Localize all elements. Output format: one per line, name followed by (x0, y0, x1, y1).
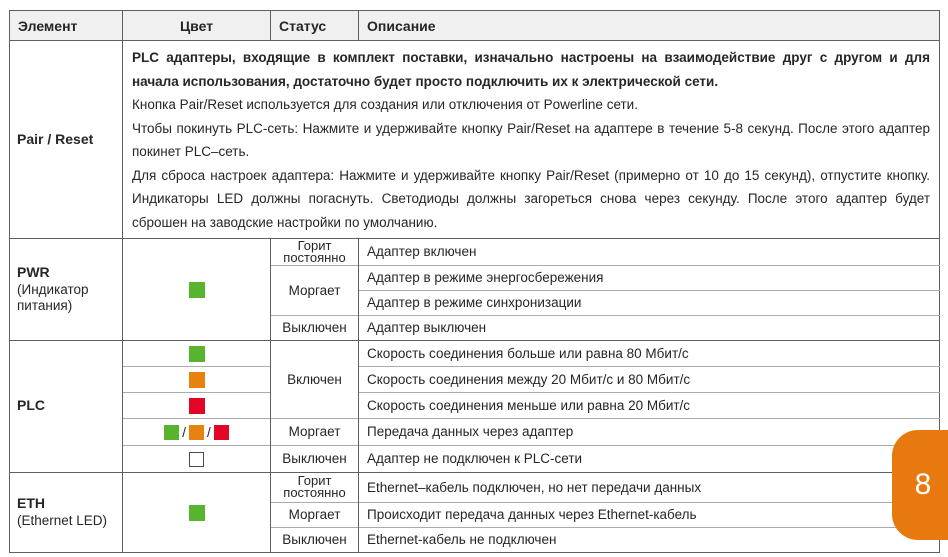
eth-desc: Ethernet–кабель подключен, но нет передачи данных (359, 472, 940, 502)
page-number-badge (892, 430, 948, 540)
table-row (10, 445, 940, 472)
pwr-color-cell (123, 239, 271, 341)
eth-status-blinking: Моргает (271, 502, 359, 527)
pwr-desc: Адаптер в режиме синхронизации (359, 290, 940, 315)
plc-status-on: Включен (271, 340, 359, 418)
eth-desc: Ethernet-кабель не подключен (359, 527, 940, 552)
pwr-sublabel: (Индикатор питания) (17, 281, 89, 314)
eth-desc: Происходит передача данных через Ethernet-кабель (359, 502, 940, 527)
led-indicator-table (9, 10, 940, 553)
pair-reset-line: Для сброса настроек адаптера: Нажмите и удерживайте кнопку Pair/Reset (примерно от 10 до 15 секунд), отпустите кнопку. Индикаторы LED должны погаснуть. Светодиоды должны загореться снова через секунду. После этого адаптер будет сброшен на заводские настройки по умолчанию. (132, 167, 930, 230)
plc-color-cell (123, 445, 271, 472)
pwr-desc: Адаптер выключен (359, 315, 940, 340)
pwr-status-solid: Горит постоянно (271, 239, 359, 266)
table-header-row (10, 11, 940, 41)
table-row (10, 472, 940, 502)
plc-label: PLC (17, 397, 45, 414)
plc-desc: Скорость соединения меньше или равна 20 Мбит/с (359, 392, 940, 418)
plc-color-cell (123, 340, 271, 366)
plc-color-cell (123, 366, 271, 392)
plc-desc: Адаптер не подключен к PLC-сети (359, 445, 940, 472)
plc-color-cell (123, 392, 271, 418)
eth-status-off: Выключен (271, 527, 359, 552)
header-element: Элемент (10, 11, 123, 41)
table-row (10, 392, 940, 418)
pair-reset-line: Кнопка Pair/Reset используется для создания или отключения от Powerline сети. (132, 97, 638, 112)
pwr-status-off: Выключен (271, 315, 359, 340)
pwr-label: PWR (17, 263, 50, 280)
plc-desc: Скорость соединения между 20 Мбит/с и 80 Мбит/с (359, 366, 940, 392)
off-led-swatch (189, 452, 204, 467)
pair-reset-label: Pair / Reset (17, 130, 94, 147)
header-status: Статус (271, 11, 359, 41)
plc-desc: Скорость соединения больше или равна 80 Мбит/с (359, 340, 940, 366)
plc-color-cell-multi (123, 418, 271, 445)
eth-status-solid: Горит постоянно (271, 472, 359, 502)
table-row (10, 418, 940, 445)
plc-element-cell (10, 340, 123, 472)
swatch-separator: / (207, 424, 211, 440)
plc-desc: Передача данных через адаптер (359, 418, 940, 445)
green-led-swatch (189, 346, 205, 362)
pwr-desc: Адаптер в режиме энергосбережения (359, 265, 940, 290)
table-row (10, 239, 940, 266)
plc-status-blinking: Моргает (271, 418, 359, 445)
swatch-separator: / (182, 424, 186, 440)
eth-sublabel: (Ethernet LED) (17, 512, 108, 528)
table-row (10, 340, 940, 366)
eth-element-cell (10, 472, 123, 552)
pwr-desc: Адаптер включен (359, 239, 940, 266)
pair-reset-element-cell (10, 41, 123, 239)
header-color: Цвет (123, 11, 271, 41)
pwr-status-blinking: Моргает (271, 265, 359, 315)
table-row (10, 41, 940, 239)
green-led-swatch (189, 505, 205, 521)
plc-status-off: Выключен (271, 445, 359, 472)
pair-reset-description-cell (123, 41, 940, 239)
page-number: 8 (914, 468, 932, 501)
pwr-element-cell (10, 239, 123, 341)
table-row (10, 366, 940, 392)
red-led-swatch (189, 398, 205, 414)
pair-reset-line: Чтобы покинуть PLC-сеть: Нажмите и удерживайте кнопку Pair/Reset на адаптере в течение 5-8 секунд. После этого адаптер покинет PLC–сеть. (132, 120, 930, 159)
pair-reset-bold-text: PLC адаптеры, входящие в комплект поставки, изначально настроены на взаимодействие друг с другом и для начала использования, достаточно будет просто подключить их к электрической сети. (132, 50, 930, 89)
header-description: Описание (359, 11, 940, 41)
orange-led-swatch (189, 372, 205, 388)
eth-color-cell (123, 472, 271, 552)
green-led-swatch (164, 425, 179, 440)
eth-label: ETH (17, 495, 45, 512)
red-led-swatch (214, 425, 229, 440)
green-led-swatch (189, 282, 205, 298)
orange-led-swatch (189, 425, 204, 440)
